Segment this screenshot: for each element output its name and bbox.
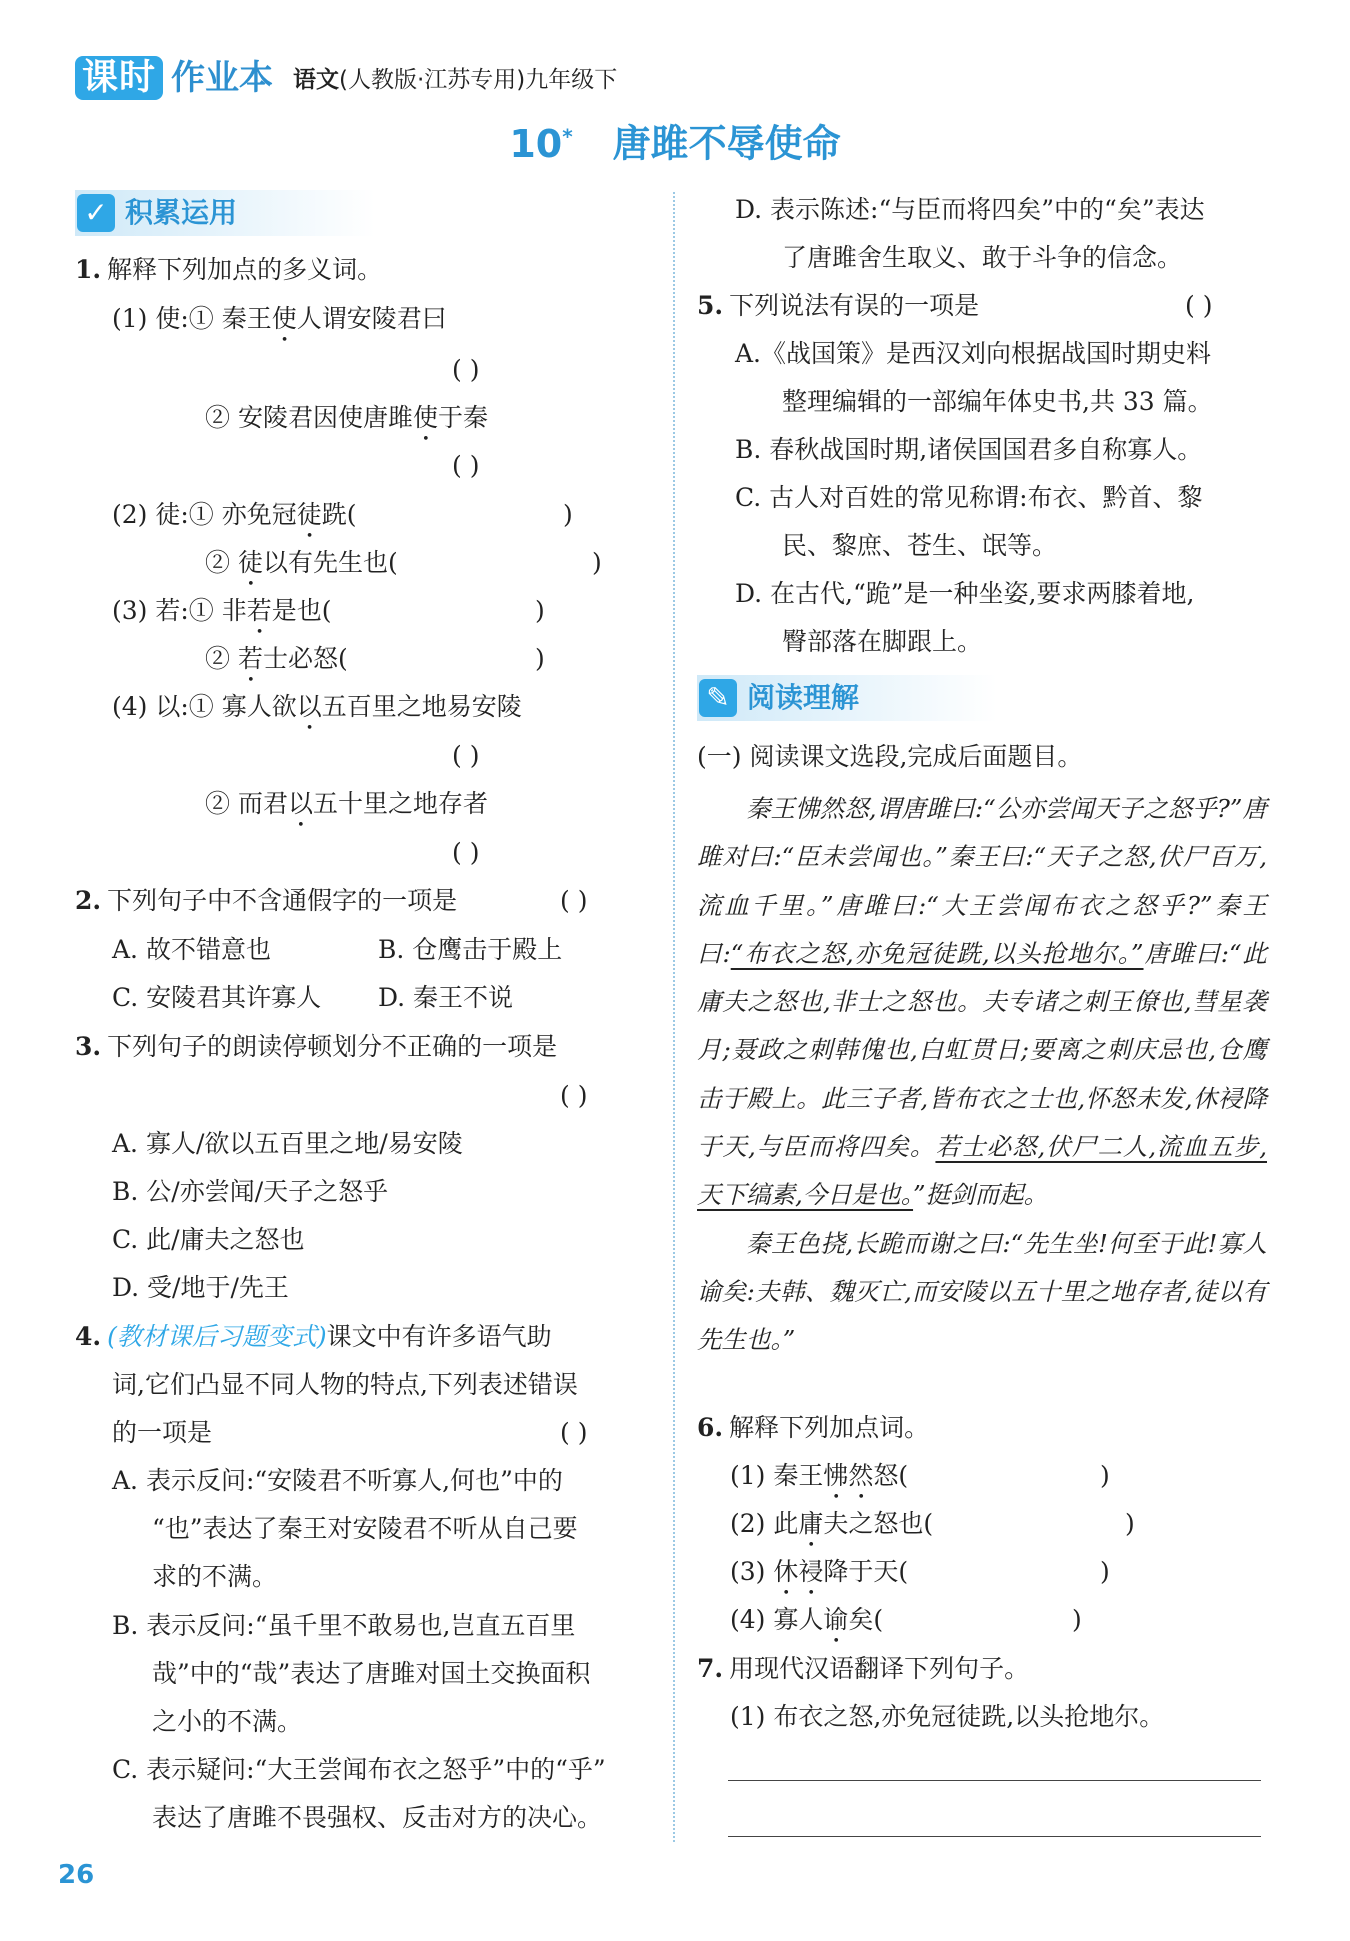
- brand-name: 作业本: [171, 58, 273, 98]
- lesson-number: 10: [509, 121, 563, 166]
- q6-item-2: (2) 此庸夫之怒也(: [730, 1509, 934, 1538]
- answer-blank-close[interactable]: ): [1100, 1557, 1110, 1586]
- section-header-accumulation: [75, 190, 375, 236]
- lesson-star: *: [562, 124, 573, 148]
- q5-option-d-line2: 臀部落在脚跟上。: [782, 627, 983, 656]
- answer-line[interactable]: [728, 1836, 1261, 1837]
- answer-blank-close[interactable]: ): [1125, 1509, 1135, 1538]
- lesson-title: [0, 108, 1350, 172]
- answer-blank[interactable]: ( ): [452, 838, 480, 867]
- answer-blank[interactable]: ( ): [452, 355, 480, 384]
- underlined-sentence-1: “布衣之怒,亦免冠徒跣,以头抢地尔。”: [730, 938, 1144, 968]
- q1-item-5: (3) 若:① 非若是也(: [112, 596, 332, 625]
- answer-blank-close[interactable]: ): [535, 596, 545, 625]
- q2-option-a: A. 故不错意也: [112, 935, 271, 964]
- q4-option-a-line2: “也”表达了秦王对安陵君不听从自己要: [152, 1514, 578, 1543]
- q1-item-7: (4) 以:① 寡人欲以五百里之地易安陵: [112, 692, 522, 721]
- edition: (人教版·江苏专用)九年级下: [339, 67, 618, 93]
- q2-option-d: D. 秦王不说: [378, 983, 514, 1012]
- q5-option-c-line1: C. 古人对百姓的常见称谓:布衣、黔首、黎: [735, 483, 1203, 512]
- question-1-stem: 1. 解释下列加点的多义词。: [75, 255, 383, 284]
- q1-item-6: ② 若士必怒(: [205, 644, 348, 673]
- q1-item-8: ② 而君以五十里之地存者: [205, 789, 488, 818]
- answer-blank-close[interactable]: ): [1072, 1605, 1082, 1634]
- pencil-icon: ✎: [699, 679, 737, 717]
- exercise-tag: (教材课后习题变式): [107, 1322, 327, 1351]
- q4-option-c-line1: C. 表示疑问:“大王尝闻布衣之怒乎”中的“乎”: [112, 1755, 606, 1784]
- brand-logo-box: 课时: [75, 56, 163, 100]
- column-divider: [673, 192, 675, 1842]
- answer-blank[interactable]: ( ): [452, 451, 480, 480]
- q4-option-d-line1: D. 表示陈述:“与臣而将四矣”中的“矣”表达: [735, 195, 1205, 224]
- q5-option-a-line1: A.《战国策》是西汉刘向根据战国时期史料: [735, 339, 1212, 368]
- reading-intro: (一) 阅读课文选段,完成后面题目。: [697, 742, 1083, 771]
- q5-option-a-line2: 整理编辑的一部编年体史书,共 33 篇。: [782, 387, 1213, 416]
- answer-blank[interactable]: ( ): [560, 1081, 588, 1110]
- subject: 语文: [293, 67, 339, 93]
- q2-option-b: B. 仓鹰击于殿上: [378, 935, 563, 964]
- answer-blank-close[interactable]: ): [592, 548, 602, 577]
- question-3-stem: 3. 下列句子的朗读停顿划分不正确的一项是: [75, 1032, 558, 1061]
- book-info: [293, 64, 617, 96]
- q5-option-b: B. 春秋战国时期,诸侯国国君多自称寡人。: [735, 435, 1203, 464]
- question-4-stem-line2: 词,它们凸显不同人物的特点,下列表述错误: [112, 1370, 578, 1399]
- question-6-stem: 6. 解释下列加点词。: [697, 1413, 930, 1442]
- passage-paragraph-2: 秦王色挠,长跪而谢之曰:“先生坐!何至于此!寡人谕矣:夫韩、魏灭亡,而安陵以五十里之地存者,徒以有先生也。”: [697, 1228, 1267, 1355]
- question-2-stem: 2. 下列句子中不含通假字的一项是: [75, 886, 458, 915]
- answer-line[interactable]: [728, 1780, 1261, 1781]
- q1-item-2: ② 安陵君因使唐雎使于秦: [205, 403, 488, 432]
- q3-option-d: D. 受/地于/先王: [112, 1273, 289, 1302]
- q2-option-c: C. 安陵君其许寡人: [112, 983, 322, 1012]
- answer-blank[interactable]: ( ): [560, 886, 588, 915]
- q1-item-4: ② 徒以有先生也(: [205, 548, 398, 577]
- q4-option-b-line2: 哉”中的“哉”表达了唐雎对国土交换面积: [152, 1659, 591, 1688]
- q4-option-b-line3: 之小的不满。: [152, 1707, 303, 1736]
- q6-item-1: (1) 秦王怫然怒(: [730, 1461, 909, 1490]
- q5-option-c-line2: 民、黎庶、苍生、氓等。: [782, 531, 1058, 560]
- reading-passage: [697, 785, 1267, 1365]
- question-4-stem-line3: 的一项是: [112, 1418, 213, 1447]
- checkmark-icon: ✓: [77, 194, 115, 232]
- q3-option-a: A. 寡人/欲以五百里之地/易安陵: [112, 1129, 463, 1158]
- answer-blank-close[interactable]: ): [1100, 1461, 1110, 1490]
- q4-option-c-line2: 表达了唐雎不畏强权、反击对方的决心。: [152, 1803, 603, 1832]
- underlined-sentence-2: 若士必怒,伏尸二人,流血五步,天下缟素,今日是也。: [697, 1132, 1267, 1210]
- q4-option-a-line3: 求的不满。: [152, 1562, 278, 1591]
- q4-option-b-line1: B. 表示反问:“虽千里不敢易也,岂直五百里: [112, 1611, 576, 1640]
- question-5-stem: 5. 下列说法有误的一项是: [697, 291, 980, 320]
- answer-blank[interactable]: ( ): [452, 741, 480, 770]
- q1-item-3: (2) 徒:① 亦免冠徒跣(: [112, 500, 357, 529]
- q5-option-d-line1: D. 在古代,“跪”是一种坐姿,要求两膝着地,: [735, 579, 1195, 608]
- answer-blank-close[interactable]: ): [563, 500, 573, 529]
- lesson-name: 唐雎不辱使命: [612, 121, 841, 166]
- q3-option-b: B. 公/亦尝闻/天子之怒乎: [112, 1177, 389, 1206]
- q6-item-4: (4) 寡人谕矣(: [730, 1605, 884, 1634]
- question-7-stem: 7. 用现代汉语翻译下列句子。: [697, 1654, 1030, 1683]
- passage-paragraph-1: 秦王怫然怒,谓唐雎曰:“公亦尝闻天子之怒乎?”唐雎对曰:“臣未尝闻也。”秦王曰:“天子之怒,伏尸百万,流血千里。”唐雎曰:“大王尝闻布衣之怒乎?”秦王曰:“布衣之怒,亦免冠徒跣,以头抢地尔。”唐雎曰:“此庸夫之怒也,非士之怒也。夫专诸之刺王僚也,彗星袭月;聂政之刺韩傀也,白虹贯日;要离之刺庆忌也,仓鹰击于殿上。此三子者,皆布衣之士也,怀怒未发,休祲降于天,与臣而将四矣。若士必怒,伏尸二人,流血五步,天下缟素,今日是也。”挺剑而起。: [697, 794, 1267, 1210]
- q3-option-c: C. 此/庸夫之怒也: [112, 1225, 305, 1254]
- section-label: 积累运用: [125, 196, 238, 229]
- section-label: 阅读理解: [747, 681, 860, 714]
- question-4-stem: 4. (教材课后习题变式)课文中有许多语气助: [75, 1322, 552, 1351]
- q1-item-1: (1) 使:① 秦王使人谓安陵君曰: [112, 304, 447, 333]
- q6-item-3: (3) 休祲降于天(: [730, 1557, 909, 1586]
- answer-blank[interactable]: ( ): [560, 1418, 588, 1447]
- answer-blank-close[interactable]: ): [535, 644, 545, 673]
- q4-option-d-line2: 了唐雎舍生取义、敢于斗争的信念。: [782, 243, 1183, 272]
- page-number: 26: [58, 1860, 95, 1890]
- q7-item-1: (1) 布衣之怒,亦免冠徒跣,以头抢地尔。: [730, 1702, 1165, 1731]
- q4-option-a-line1: A. 表示反问:“安陵君不听寡人,何也”中的: [112, 1466, 563, 1495]
- answer-blank[interactable]: ( ): [1185, 291, 1213, 320]
- section-header-reading: [697, 675, 997, 721]
